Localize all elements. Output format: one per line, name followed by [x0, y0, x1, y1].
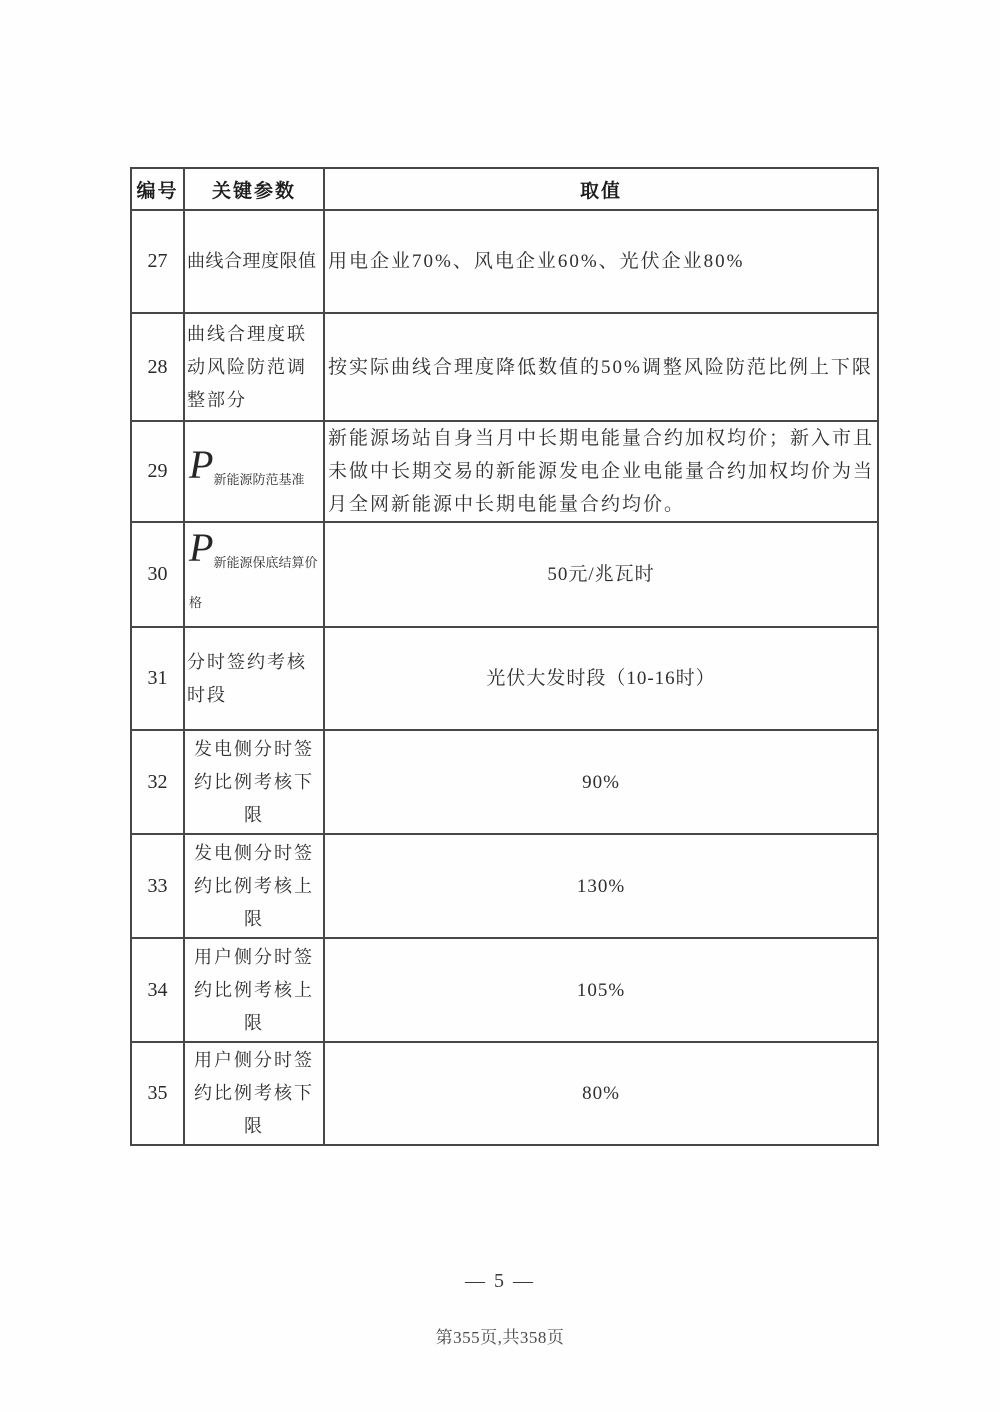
value-cell: 130% [324, 834, 878, 938]
table-row [131, 421, 878, 522]
table-body [131, 210, 878, 1145]
table-row [131, 834, 878, 938]
row-number-cell: 33 [131, 834, 184, 938]
table-row [131, 938, 878, 1042]
parameters-table [130, 167, 879, 1146]
value-cell: 80% [324, 1042, 878, 1145]
table-row [131, 730, 878, 834]
value-cell: 新能源场站自身当月中长期电能量合约加权均价；新入市且未做中长期交易的新能源发电企业电能量合约加权均价为当月全网新能源中长期电能量合约均价。 [324, 421, 878, 522]
parameter-cell: 曲线合理度联动风险防范调整部分 [184, 313, 324, 421]
page-number: — 5 — [465, 1270, 535, 1292]
row-number-cell: 35 [131, 1042, 184, 1145]
symbol-letter: P [189, 524, 214, 570]
symbol-subscript: 新能源保底结算价格 [189, 554, 318, 610]
symbol-subscript: 新能源防范基准 [213, 471, 305, 487]
value-cell: 按实际曲线合理度降低数值的50%调整风险防范比例上下限 [324, 313, 878, 421]
table-row [131, 1042, 878, 1145]
row-number-cell: 34 [131, 938, 184, 1042]
header-value: 取值 [324, 168, 878, 210]
header-parameter: 关键参数 [184, 168, 324, 210]
table-row [131, 522, 878, 627]
parameter-cell [184, 522, 324, 627]
parameter-cell [184, 421, 324, 522]
row-number-cell: 31 [131, 627, 184, 730]
parameter-symbol [189, 524, 318, 610]
row-number-cell: 27 [131, 210, 184, 313]
symbol-letter: P [189, 441, 214, 487]
value-cell: 105% [324, 938, 878, 1042]
table-row [131, 313, 878, 421]
table-row [131, 210, 878, 313]
row-number-cell: 28 [131, 313, 184, 421]
parameter-cell: 发电侧分时签约比例考核上限 [184, 834, 324, 938]
value-cell: 50元/兆瓦时 [324, 522, 878, 627]
table-row [131, 627, 878, 730]
page-info: 第355页,共358页 [435, 1328, 565, 1347]
row-number-cell: 30 [131, 522, 184, 627]
parameter-cell: 曲线合理度限值 [184, 210, 324, 313]
value-cell: 90% [324, 730, 878, 834]
value-cell: 光伏大发时段（10-16时） [324, 627, 878, 730]
row-number-cell: 29 [131, 421, 184, 522]
parameter-cell: 用户侧分时签约比例考核上限 [184, 938, 324, 1042]
row-number-cell: 32 [131, 730, 184, 834]
parameter-cell: 发电侧分时签约比例考核下限 [184, 730, 324, 834]
value-cell: 用电企业70%、风电企业60%、光伏企业80% [324, 210, 878, 313]
header-id: 编号 [131, 168, 184, 210]
parameter-cell: 分时签约考核时段 [184, 627, 324, 730]
parameter-symbol [189, 441, 305, 487]
table-header-row [131, 168, 878, 210]
parameter-cell: 用户侧分时签约比例考核下限 [184, 1042, 324, 1145]
